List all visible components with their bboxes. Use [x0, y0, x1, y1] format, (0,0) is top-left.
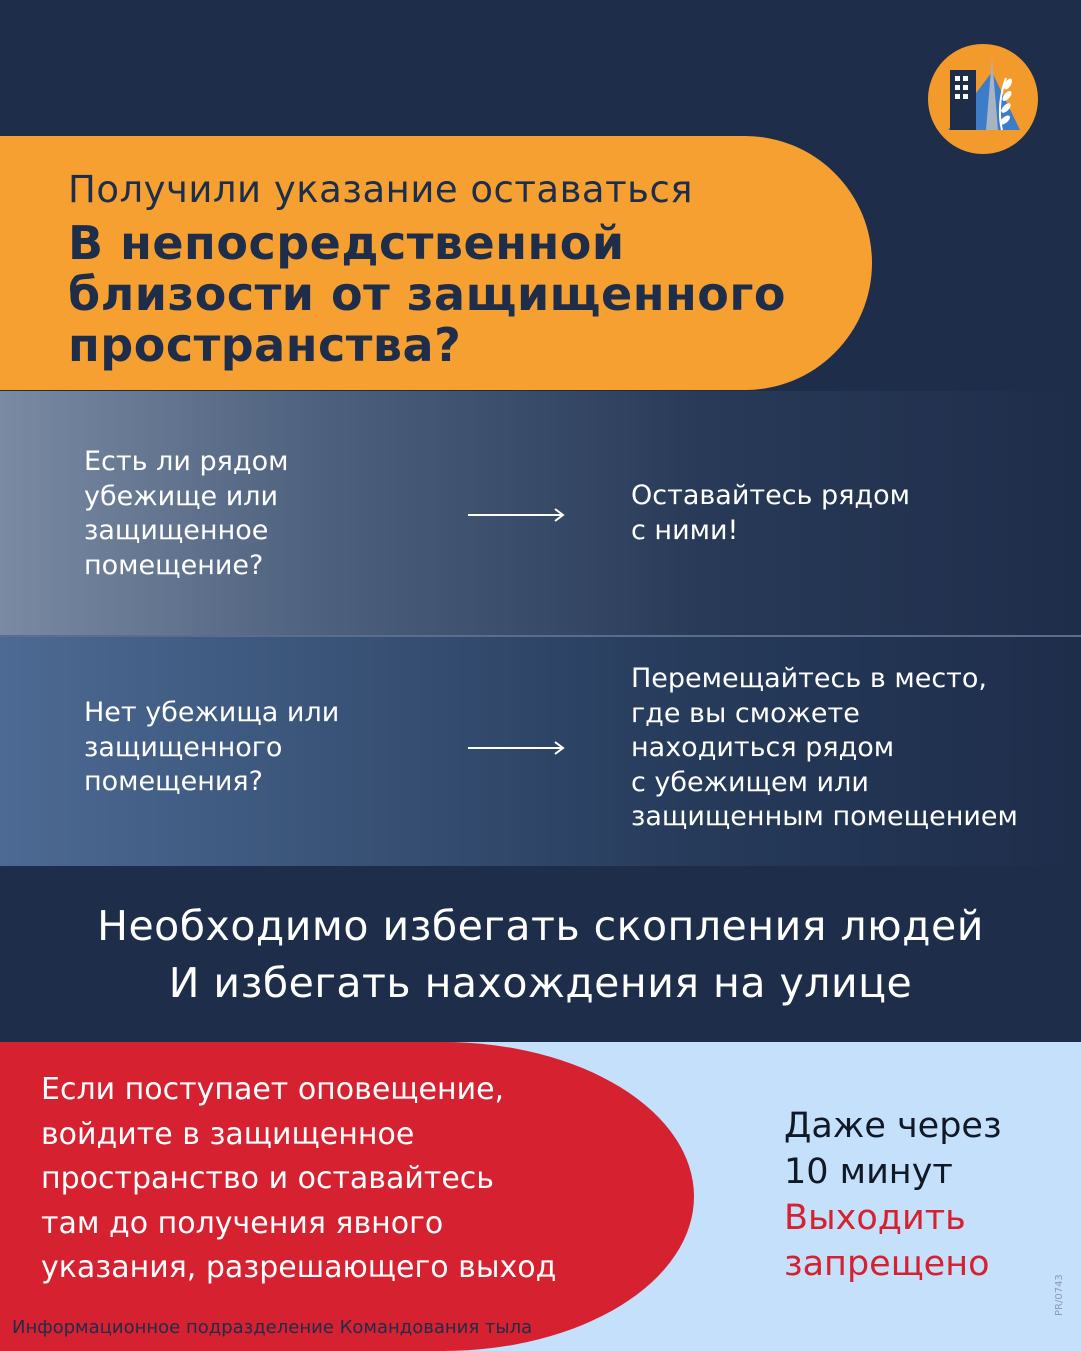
document-code: PR/0743 [1054, 1274, 1065, 1316]
arrow-right-icon [468, 740, 566, 756]
notice-forbidden: Выходить запрещено [784, 1198, 990, 1284]
condition-no-shelter: Нет убежища или защищенного помещения? [84, 697, 340, 797]
condition-shelter-nearby: Есть ли рядом убежище или защищенное помещение? [84, 446, 289, 581]
arrow-right-icon [468, 507, 566, 523]
footer-credit: Информационное подразделение Командования тыла [12, 1317, 533, 1338]
avoid-crowds-heading: Необходимо избегать скопления людей И избегать нахождения на улице [97, 902, 984, 1007]
command-emblem-icon [928, 44, 1038, 154]
notice-even-after: Даже через 10 минут [784, 1106, 1002, 1192]
question-intro: Получили указание оставаться [68, 168, 694, 211]
action-stay-nearby: Оставайтесь рядом с ними! [631, 480, 910, 546]
alert-instruction: Если поступает оповещение, войдите в защищенное пространство и оставайтесь там до получения явного указания, разрешающего выход [41, 1072, 557, 1285]
action-move-to-shelter: Перемещайтесь в место, где вы сможете находиться рядом с убежищем или защищенным помещением [631, 663, 1018, 832]
question-title: В непосредственной близости от защищенного пространства? [68, 216, 787, 372]
